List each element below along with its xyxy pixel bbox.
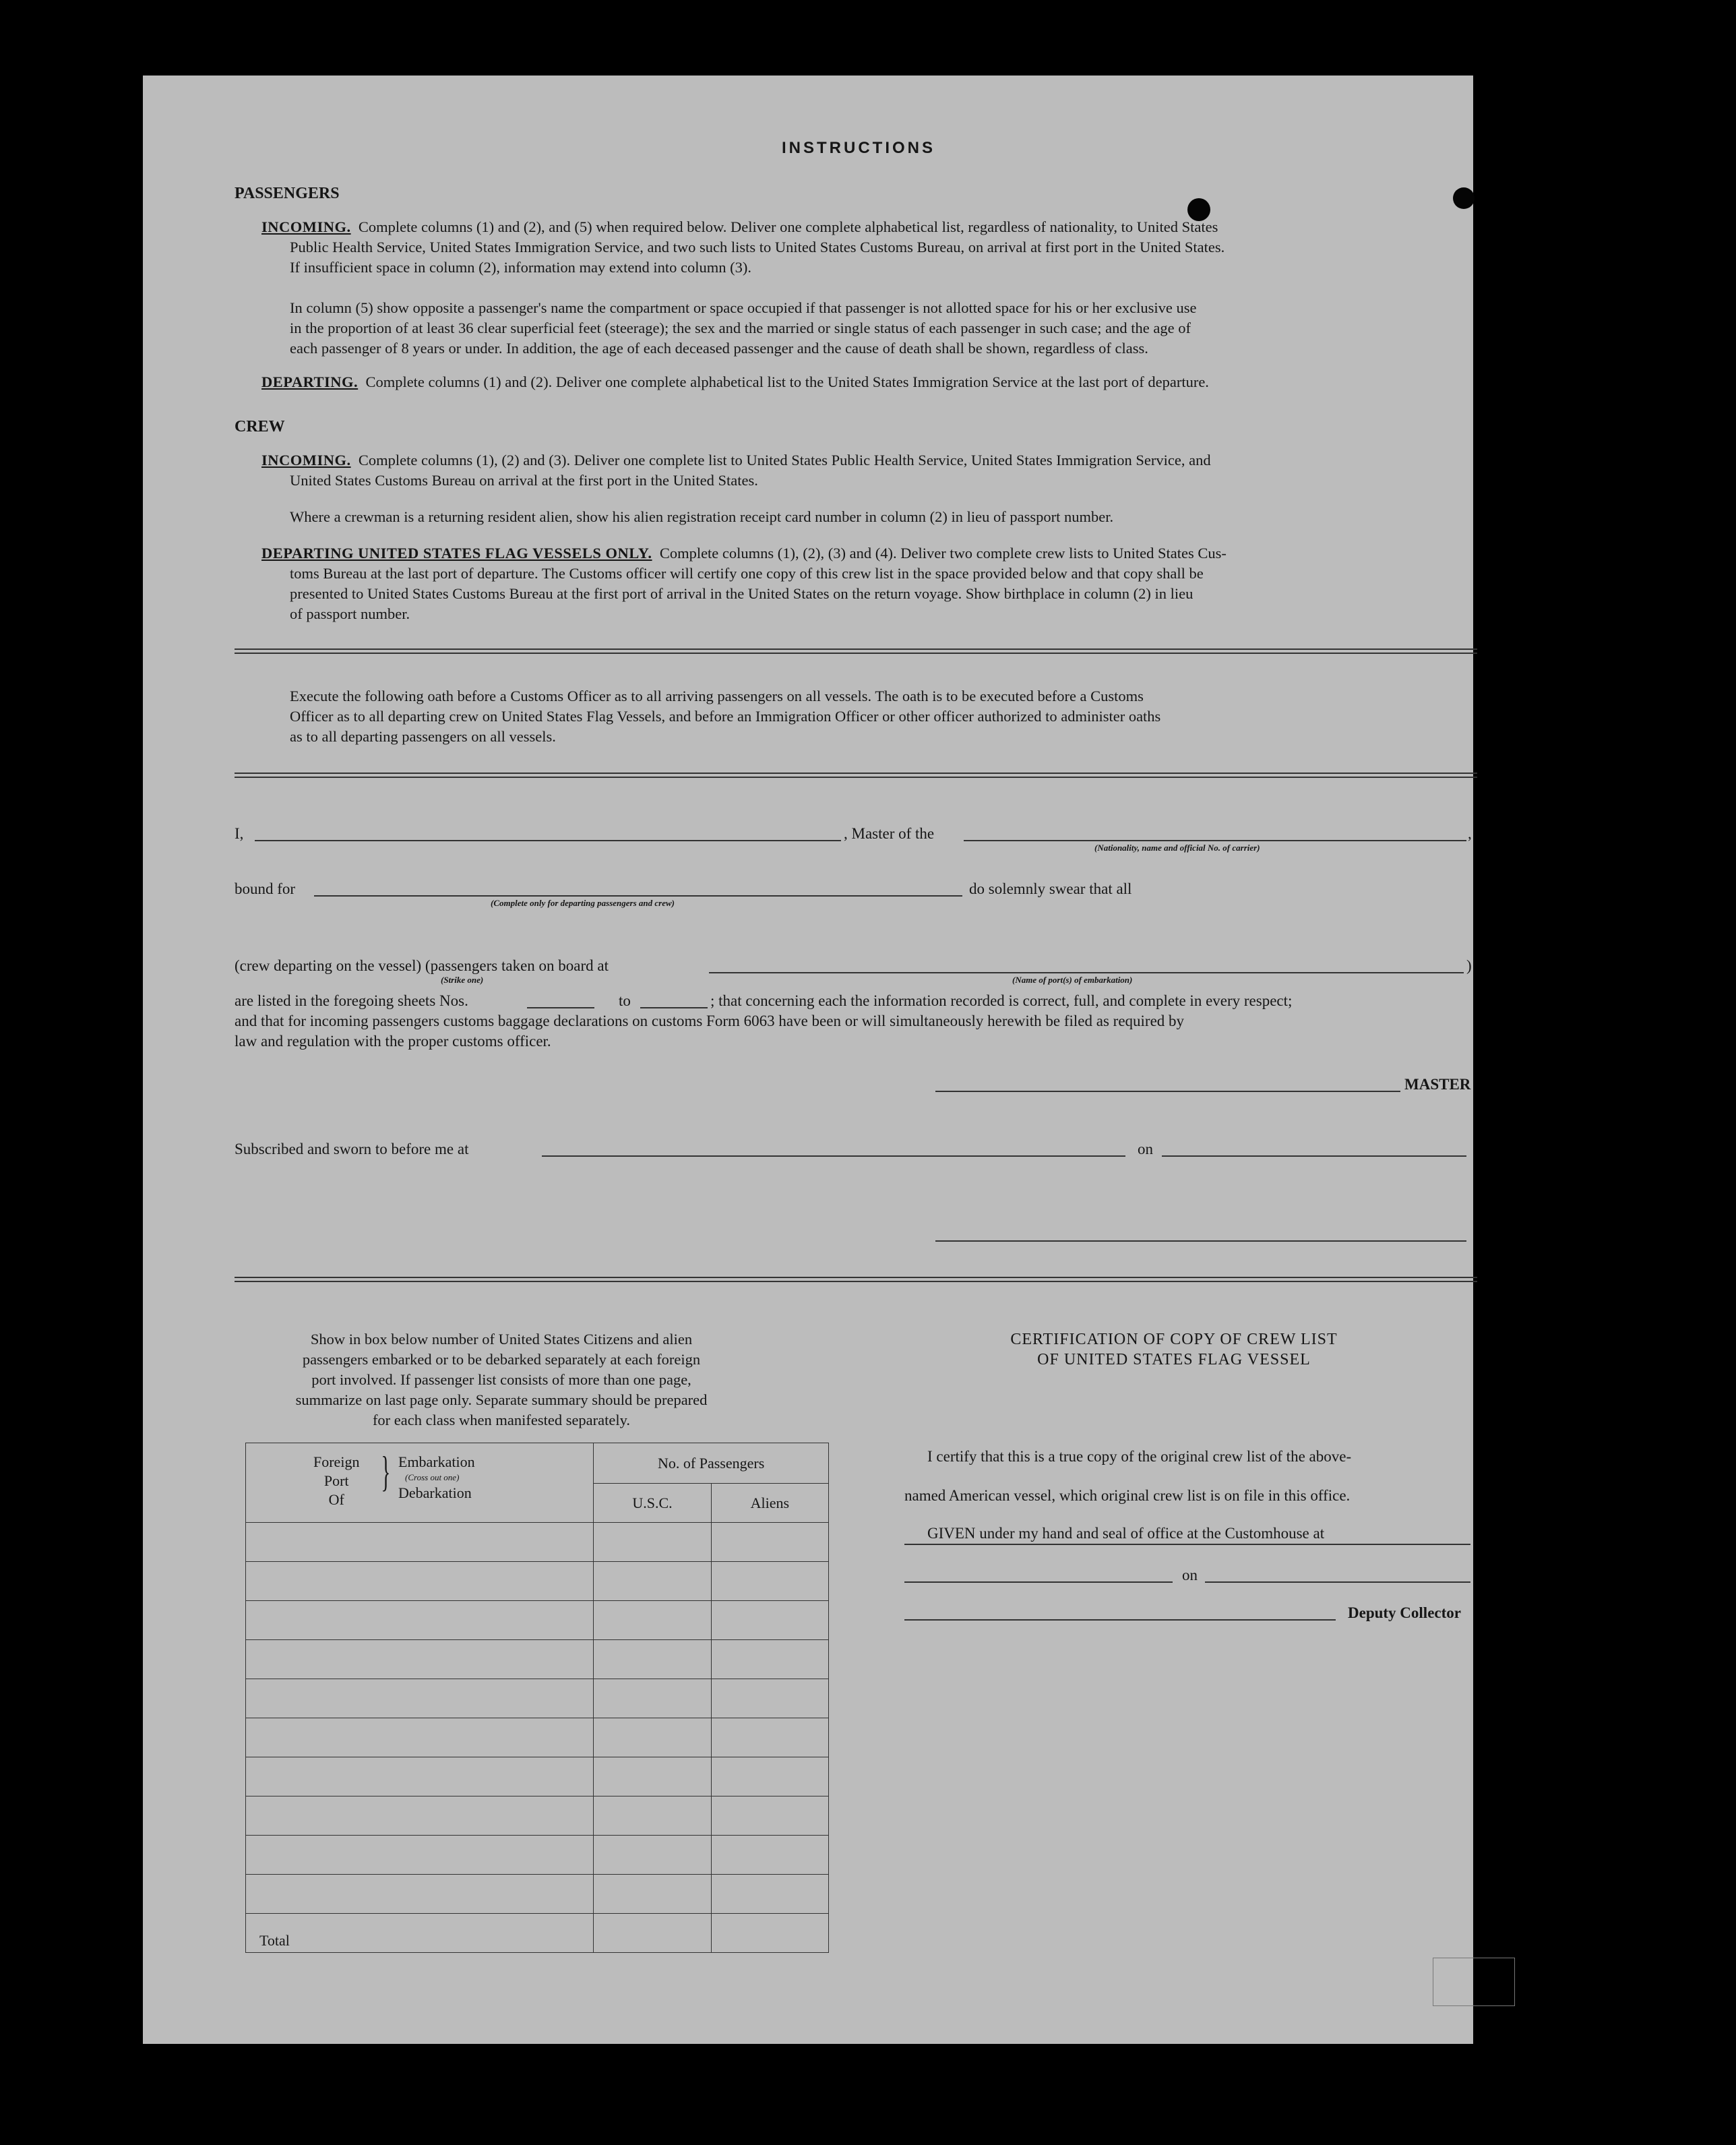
- returning-resident-note: Where a crewman is a returning resident alien, show his alien registration receipt card number in column (2) in lieu of passport number.: [290, 508, 1114, 525]
- deputy-collector-label: Deputy Collector: [1348, 1604, 1461, 1621]
- table-row[interactable]: [246, 1640, 829, 1679]
- form-page: INSTRUCTIONS PASSENGERS INCOMING. Complete columns (1) and (2), and (5) when required below. Deliver one complete alphabetical list, regardless of nationality, to United States Public Health Service, United States Immigration Service, and two such lists to United States Customs Bureau, on arrival at first port in the United States. If insufficient space in column (2), information may extend into column (3). In column (5) show opposite a passenger's name the compartment or space occupied if that passenger is not allotted space for his or her exclusive use in the proportion of at least 36 clear superficial feet (steerage); the sex and the married or single status of each passenger in such case; and the age of each passenger of 8 years or under. In addition, the age of each deceased passenger and the cause of death shall be shown, regardless of class. DEPARTING. Complete columns (1) and (2). Deliver one complete alphabetical list to the United States Immigration Service at the last port of departure. CREW INCOMING. Complete columns (1), (2) and (3). Deliver one complete list to United States Public Health Service, United States Immigration Service, and United States Customs Bureau on arrival at the first port in the United States. Where a crewman is a returning resident alien, show his alien registration receipt card number in column (2) in lieu of passport number. DEPARTING UNITED STATES FLAG VESSELS ONLY. Complete columns (1), (2), (3) and (4). Deliver two complete crew lists to United States Cus- toms Bureau at the last port of departure. The Customs officer will certify one copy of this crew list in the space provided below and that copy shall be presented to United States Customs Bureau at the first port of arrival in the United States on the return voyage. Show birthplace in column (2) in lieu of passport number. Execute the following oath before a Customs Officer as to all arriving passengers on all vessels. The oath is to be executed before a Customs Officer as to all departing crew on United States Flag Vessels, and before an Immigration Officer or other officer authorized to administer oaths as to all departing passengers on all vessels. I, , Master of the , (Nationality, name and official No. of carrier) bound for (Complete only for departing passengers and crew) do solemnly swear that all (crew departing on the vessel) (passengers taken on board at ) (Strike one) (Name of port(s) of embarkation) are listed in the foregoing sheets Nos. to ; that concerning each the information recorded is correct, full, and complete in every respect; and that for incoming passengers customs baggage declarations on customs Form 6063 have been or will simultaneously herewith be filed as required by law and regulation with the proper customs officer. MASTER Subscribed and sworn to before me at on Show in box below number of United States Citizens and alien passengers embarked or to be debarked separately at each foreign port involved. If passenger list consists of more than one page, summarize on last page only. Separate summary should be prepared for each class when manifested separately. Foreign Port Of } Embarkation (Cross out one) Debarkation No. of Passengers U.S.C. Aliens Total CERTIFICATION OF COPY OF CREW LIST OF UNITED STATES FLAG VESSEL I certify that this is a true copy of the original crew list of the above- named American vessel, which original crew list is on file in this office. GIVEN under my hand and seal of office at the Customhouse at on Deputy Collector: [143, 75, 1473, 2044]
- table-row[interactable]: [246, 1679, 829, 1718]
- sheet-to-field[interactable]: [640, 1007, 708, 1008]
- punch-hole: [1453, 187, 1475, 209]
- master-name-field[interactable]: [255, 840, 841, 841]
- certification-title: CERTIFICATION OF COPY OF CREW LIST OF UNITED STATES FLAG VESSEL: [1010, 1331, 1338, 1368]
- table-row[interactable]: [246, 1757, 829, 1796]
- table-row[interactable]: [246, 1523, 829, 1562]
- nationality-note: (Nationality, name and official No. of carrier): [1094, 843, 1260, 853]
- summary-instructions: Show in box below number of United States Citizens and alien passengers embarked or to be debarked separately at each foreign port involved. If passenger list consists of more than one page, summarize on last page only. Separate summary should be prepared for each class when manifested separately.: [295, 1331, 708, 1428]
- strike-one-note: (Strike one): [441, 975, 484, 985]
- sworn-place-field[interactable]: [542, 1155, 1125, 1157]
- port-header: Foreign Port Of } Embarkation (Cross out one) Debarkation: [246, 1443, 594, 1523]
- section-divider: [235, 1277, 1477, 1282]
- page-title: INSTRUCTIONS: [782, 139, 935, 157]
- certification-place-field[interactable]: [904, 1581, 1173, 1583]
- bleedthrough-box: [1433, 1958, 1515, 2006]
- bound-for-field[interactable]: [314, 895, 962, 897]
- official-signature-line[interactable]: [935, 1240, 1466, 1242]
- bound-for-note: (Complete only for departing passengers and crew): [491, 898, 675, 908]
- passengers-incoming-instructions: INCOMING. Complete columns (1) and (2), and (5) when required below. Deliver one complete alphabetical list, regardless of nationality, to United States: [261, 218, 1218, 235]
- section-divider: [235, 773, 1477, 778]
- table-row[interactable]: [246, 1796, 829, 1836]
- incoming-label: INCOMING.: [261, 218, 351, 235]
- usc-header: U.S.C.: [594, 1484, 711, 1523]
- customhouse-field[interactable]: [904, 1544, 1470, 1545]
- table-row[interactable]: [246, 1836, 829, 1875]
- crew-incoming-instructions: INCOMING. Complete columns (1), (2) and (3). Deliver one complete list to United States Public Health Service, United States Immigration Service, and: [261, 452, 1211, 469]
- crew-departing-instructions: DEPARTING UNITED STATES FLAG VESSELS ONLY. Complete columns (1), (2), (3) and (4). Deliver two complete crew lists to United States Cus-: [261, 545, 1227, 562]
- master-label: MASTER: [1404, 1076, 1471, 1093]
- sworn-date-field[interactable]: [1162, 1155, 1466, 1157]
- embarkation-option[interactable]: Embarkation: [398, 1453, 475, 1470]
- deputy-collector-signature-line[interactable]: [904, 1619, 1336, 1621]
- table-row[interactable]: [246, 1718, 829, 1757]
- debarkation-option[interactable]: Debarkation: [398, 1484, 472, 1501]
- section-divider: [235, 648, 1477, 654]
- no-passengers-header: No. of Passengers: [594, 1443, 829, 1484]
- aliens-header: Aliens: [711, 1484, 828, 1523]
- column5-note: In column (5) show opposite a passenger's name the compartment or space occupied if that passenger is not allotted space for his or her exclusive use: [290, 299, 1197, 316]
- oath-intro: Execute the following oath before a Customs Officer as to all arriving passengers on all vessels. The oath is to be executed before a Customs: [290, 688, 1144, 704]
- sheet-from-field[interactable]: [527, 1007, 594, 1008]
- passengers-heading: PASSENGERS: [235, 185, 340, 202]
- master-signature-line[interactable]: [935, 1091, 1400, 1092]
- ports-note: (Name of port(s) of embarkation): [1012, 975, 1133, 985]
- carrier-field[interactable]: [964, 840, 1466, 841]
- table-row[interactable]: [246, 1875, 829, 1914]
- crew-heading: CREW: [235, 418, 285, 435]
- certification-date-field[interactable]: [1205, 1581, 1470, 1583]
- total-row[interactable]: Total: [246, 1914, 829, 1953]
- passenger-summary-table: [245, 1443, 829, 1953]
- table-row[interactable]: [246, 1601, 829, 1640]
- table-row[interactable]: [246, 1562, 829, 1601]
- passengers-departing-instructions: DEPARTING. Complete columns (1) and (2). Deliver one complete alphabetical list to the United States Immigration Service at the last port of departure.: [261, 373, 1209, 390]
- ports-of-embarkation-field[interactable]: [709, 972, 1464, 973]
